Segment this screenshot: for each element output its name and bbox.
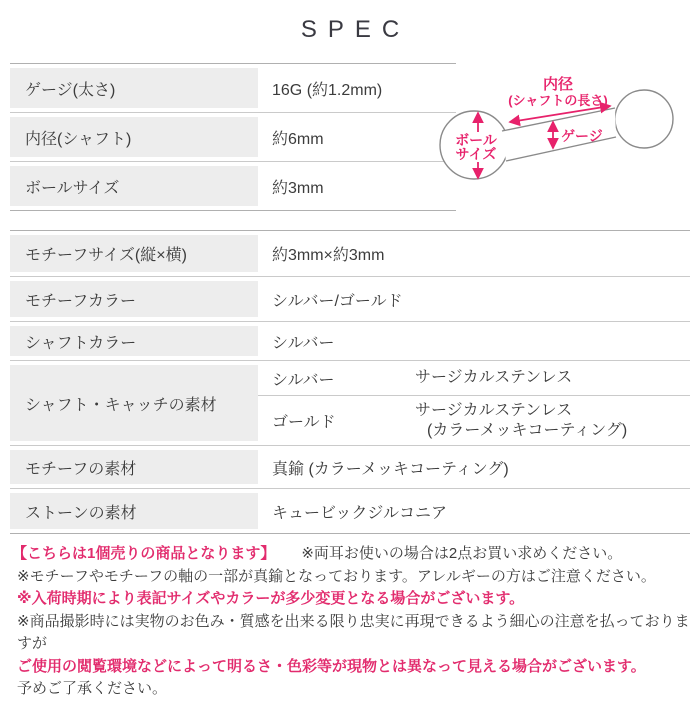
note-line-1	[12, 543, 694, 566]
table-row	[10, 112, 456, 161]
material-variant-name: シルバー	[272, 371, 335, 389]
row-value-motif-size: 約3mm×約3mm	[272, 247, 385, 264]
table-row	[10, 445, 690, 488]
material-variant-value: サージカルステンレス	[415, 369, 573, 386]
page-title: SPEC	[300, 16, 411, 43]
table-row	[10, 276, 690, 321]
row-label-motif-material: モチーフの素材	[10, 450, 258, 484]
material-subtable	[258, 361, 690, 445]
row-value-motif-material: 真鍮 (カラーメッキコーティング)	[272, 460, 509, 478]
row-label-gauge: ゲージ(太さ)	[10, 68, 258, 108]
table-row	[10, 321, 690, 360]
note-line-6: 予めご了承ください。	[17, 680, 168, 697]
row-value-inner-diameter: 約6mm	[272, 130, 324, 148]
row-value-motif-color: シルバー/ゴールド	[272, 292, 403, 310]
row-label-ball-size: ボールサイズ	[10, 166, 258, 206]
spec-table-size	[10, 63, 456, 211]
note-line-5: ご使用の閲覧環境などによって明るさ・色彩等が現物とは異なって見える場合がございます。	[17, 657, 646, 675]
diagram-label-ball-1: ボール	[455, 132, 497, 148]
row-label-shaft-catch-material: シャフト・キャッチの素材	[10, 365, 258, 441]
ball-right-circle	[615, 90, 673, 148]
material-variant-value	[415, 401, 627, 441]
material-line-2: (カラーメッキコーティング)	[427, 421, 628, 439]
row-value-ball-size: 約3mm	[272, 179, 324, 197]
row-value-stone-material: キュービックジルコニア	[272, 504, 447, 522]
diagram-label-inner-diameter: 内径	[542, 76, 574, 93]
note-headline-side: ※両耳お使いの場合は2点お買い求めください。	[301, 545, 623, 562]
footer-notes	[12, 543, 694, 701]
barbell-diagram	[430, 55, 690, 190]
row-label-motif-color: モチーフカラー	[10, 281, 258, 317]
row-label-inner-diameter: 内径(シャフト)	[10, 117, 258, 157]
diagram-label-gauge: ゲージ	[561, 128, 603, 144]
diagram-label-shaft-length: (シャフトの長さ)	[508, 93, 608, 108]
spec-table-material	[10, 230, 690, 534]
table-row-shaft-catch-material	[10, 360, 690, 445]
note-line-3: ※入荷時期により表記サイズやカラーが多少変更となる場合がございます。	[17, 590, 525, 607]
note-line-4: ※商品撮影時には実物のお色み・質感を出来る限り忠実に再現できるよう細心の注意を払っておりますが	[17, 612, 690, 652]
note-headline: 【こちらは1個売りの商品となります】	[12, 545, 276, 562]
table-row	[10, 231, 690, 276]
note-line-2: ※モチーフやモチーフの軸の一部が真鍮となっております。アレルギーの方はご注意ください。	[17, 567, 656, 585]
table-row	[10, 64, 456, 112]
row-value-shaft-color: シルバー	[272, 334, 335, 352]
table-row	[10, 488, 690, 533]
material-line-1: サージカルステンレス	[415, 401, 573, 419]
row-label-motif-size: モチーフサイズ(縦×横)	[10, 235, 258, 272]
row-label-stone-material: ストーンの素材	[10, 493, 258, 529]
table-row	[10, 161, 456, 210]
row-value-gauge: 16G (約1.2mm)	[272, 81, 383, 99]
material-variant-name: ゴールド	[272, 414, 336, 431]
row-label-shaft-color: シャフトカラー	[10, 326, 258, 356]
material-subrow-gold	[258, 395, 690, 445]
material-subrow-silver	[258, 361, 690, 395]
diagram-label-ball-2: サイズ	[455, 146, 497, 162]
